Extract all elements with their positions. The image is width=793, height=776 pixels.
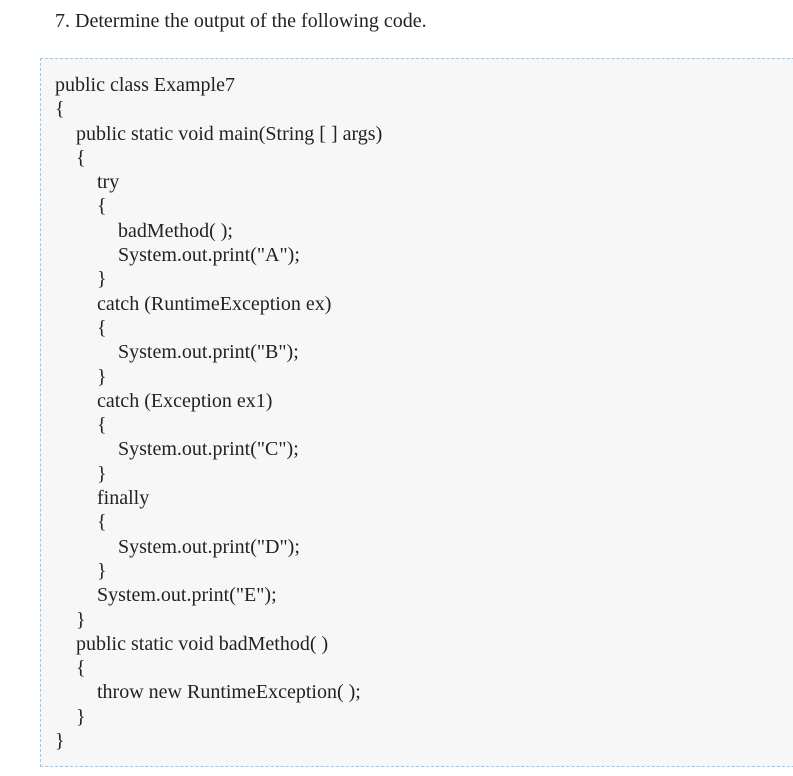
code-line: }: [97, 559, 107, 582]
code-line: finally: [97, 487, 150, 510]
code-line: System.out.print("D");: [118, 535, 300, 558]
code-line: System.out.print("E");: [97, 584, 277, 607]
code-line: try: [97, 171, 120, 194]
code-line: public class Example7: [55, 74, 235, 96]
code-line: }: [97, 365, 107, 388]
code-line: }: [97, 268, 107, 291]
code-line: public static void badMethod( ): [76, 632, 329, 655]
code-line: System.out.print("B");: [118, 341, 299, 364]
code-line: }: [55, 730, 65, 753]
code-line: {: [76, 146, 86, 169]
code-line: {: [97, 414, 107, 437]
code-line: }: [76, 705, 86, 728]
question-text: Determine the output of the following code.: [75, 10, 427, 32]
code-line: throw new RuntimeException( );: [97, 681, 361, 704]
code-line: catch (RuntimeException ex): [97, 292, 332, 315]
code-line: {: [97, 511, 107, 534]
code-line: badMethod( );: [118, 219, 233, 242]
code-block: [40, 58, 793, 767]
code-line: }: [76, 608, 86, 631]
code-line: }: [97, 462, 107, 485]
code-lines: [55, 73, 382, 753]
question-heading: [55, 8, 427, 34]
code-line: {: [76, 657, 86, 680]
code-line: {: [97, 195, 107, 218]
code-line: System.out.print("A");: [118, 244, 300, 267]
code-line: {: [97, 316, 107, 339]
code-line: catch (Exception ex1): [97, 389, 273, 412]
code-line: public static void main(String [ ] args): [76, 122, 383, 145]
code-line: System.out.print("C");: [118, 438, 299, 461]
code-line: {: [55, 98, 65, 121]
question-number: 7.: [55, 10, 70, 32]
